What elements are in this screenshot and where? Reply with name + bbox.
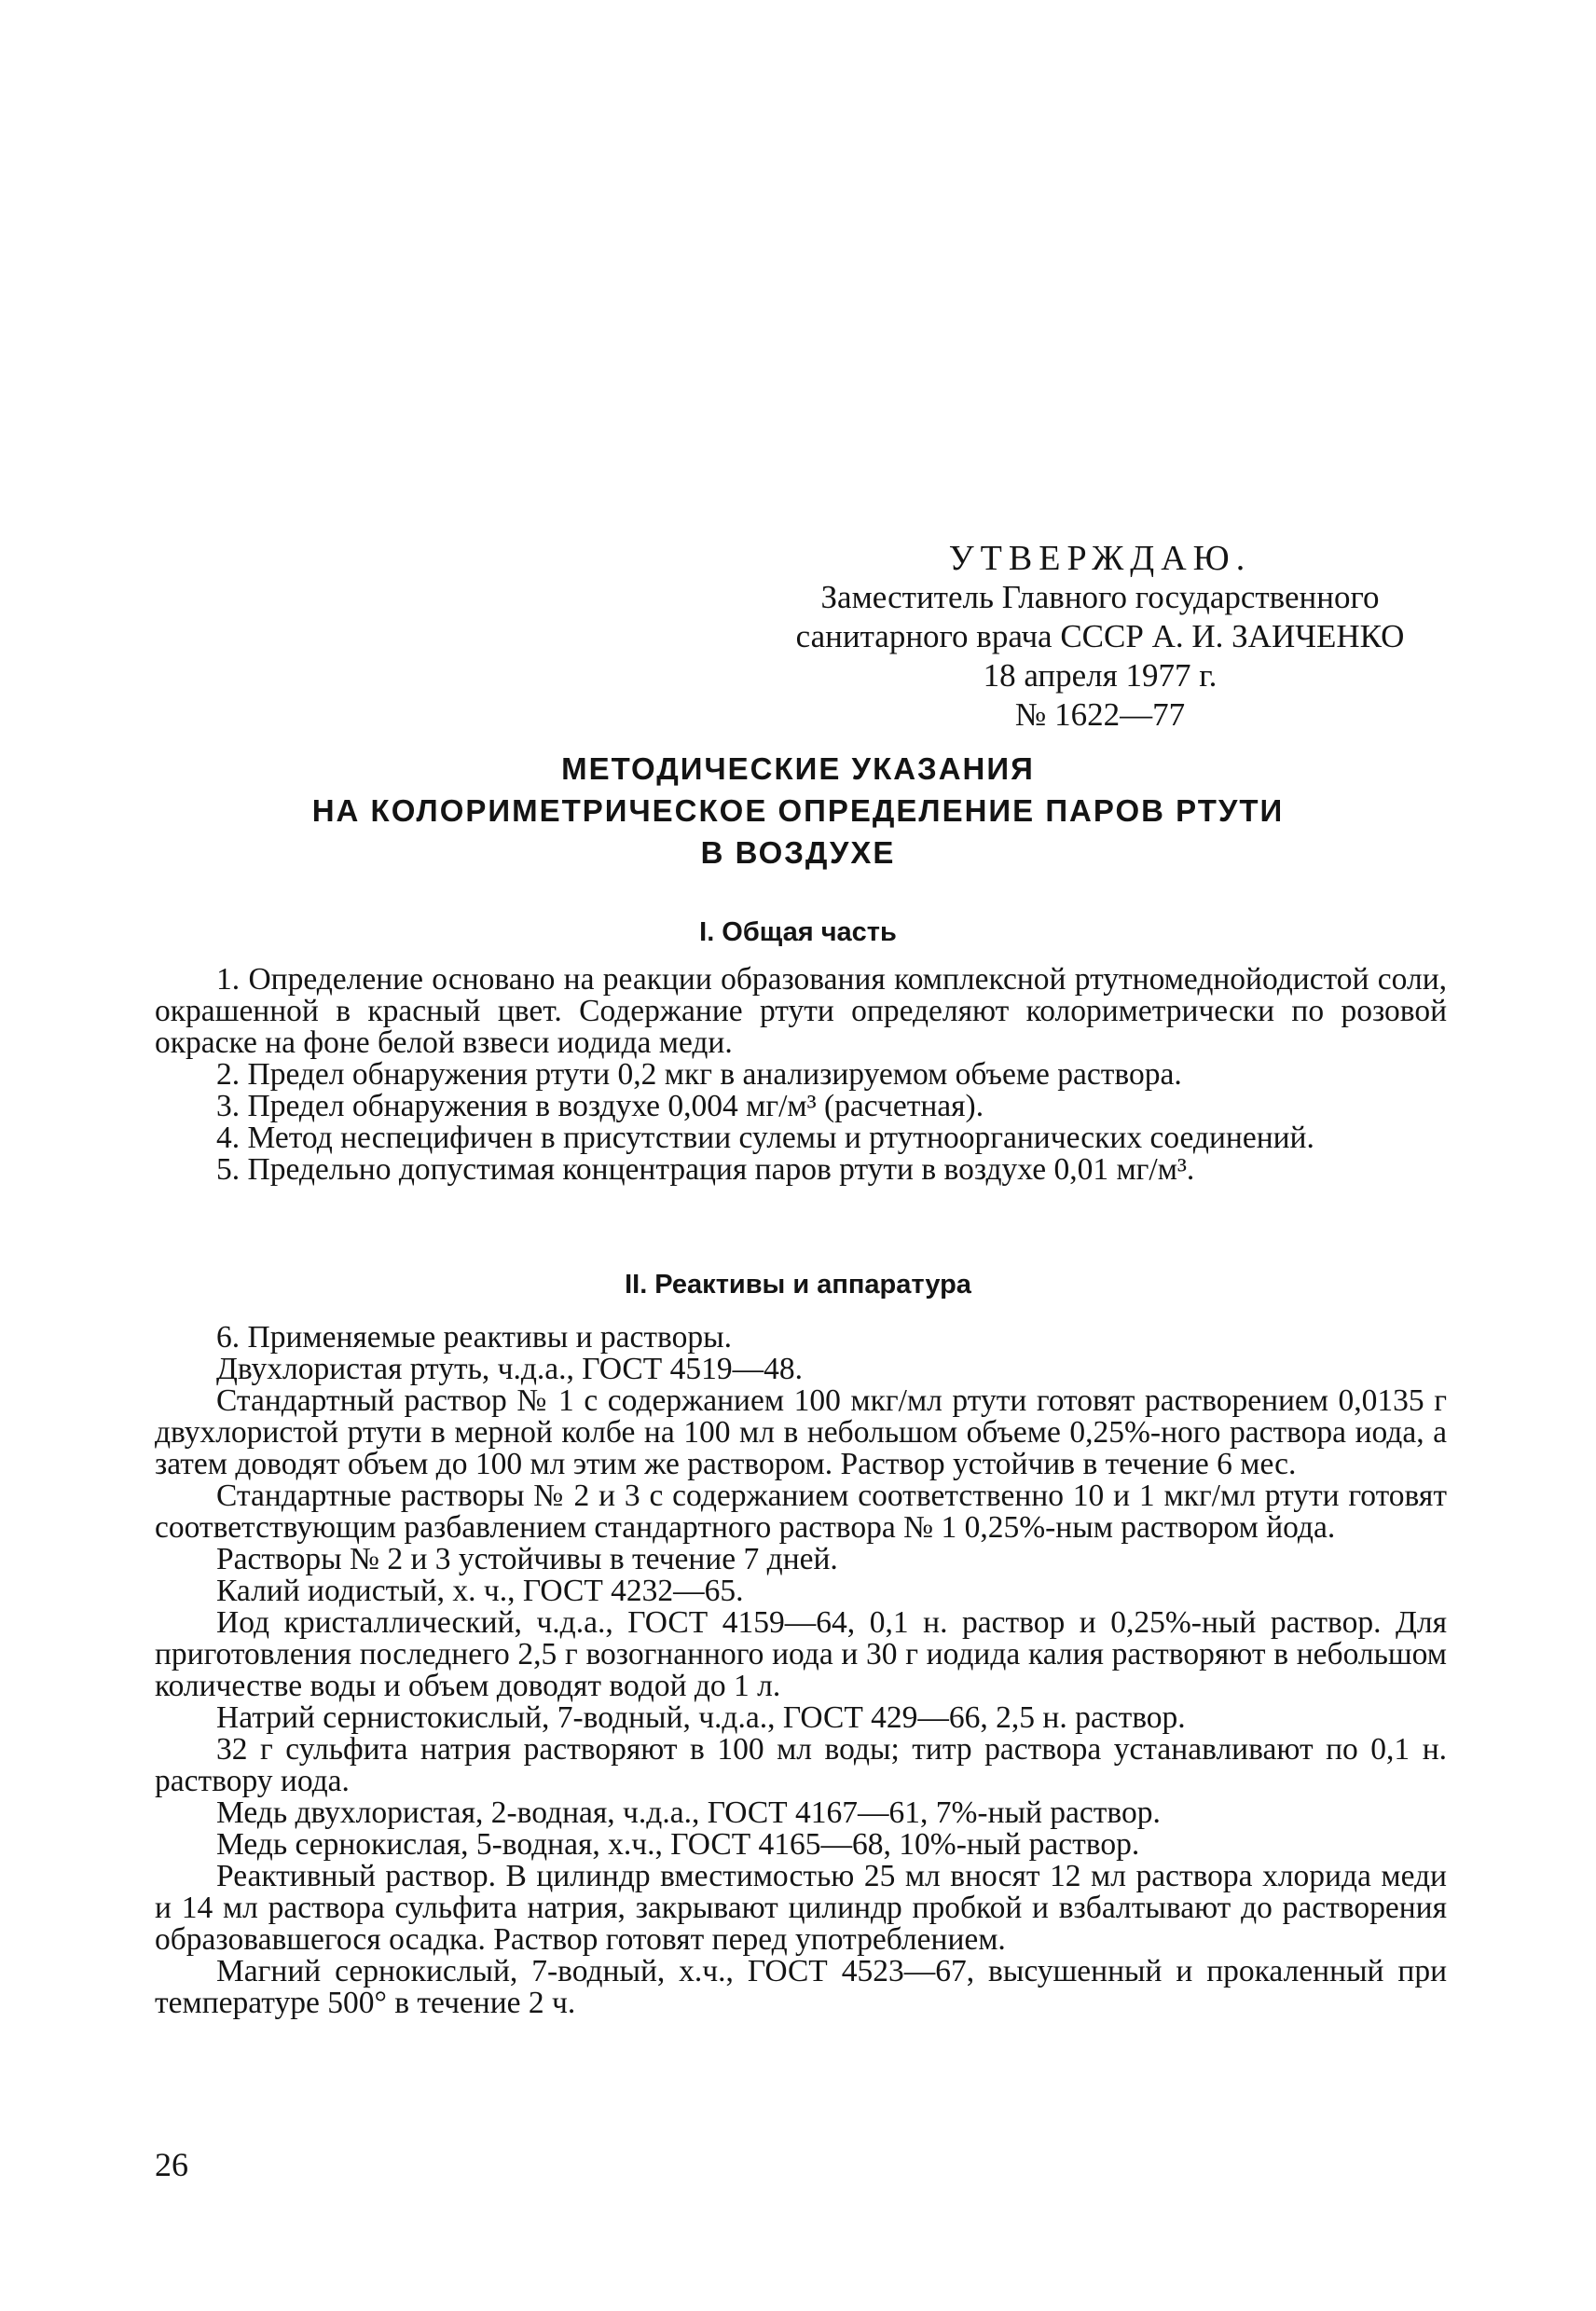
paragraph: 3. Предел обнаружения в воздухе 0,004 мг/м³ (расчетная). [216,1089,984,1123]
section-1-body [155,964,1447,1186]
approval-lead: УТВЕРЖДАЮ. [948,539,1252,578]
approval-date: 18 апреля 1977 г. [983,657,1218,694]
paragraph: Магний сернокислый, 7-водный, х.ч., ГОСТ 4523—67, высушенный и прокаленный при температуре 500° в течение 2 ч. [155,1954,1447,2020]
paragraph: 2. Предел обнаружения ртути 0,2 мкг в анализируемом объеме раствора. [216,1057,1182,1092]
title-line-3: В ВОЗДУХЕ [700,835,896,870]
paragraph: Иод кристаллический, ч.д.а., ГОСТ 4159—64, 0,1 н. раствор и 0,25%-ный раствор. Для приготовления последнего 2,5 г возогнанного иода и 30 г иодида калия растворяют в небольшом количестве воды и объем доводят водой до 1 л. [155,1605,1447,1703]
section-1-heading: I. Общая часть [699,917,897,947]
paragraph: 32 г сульфита натрия растворяют в 100 мл воды; титр раствора устанавливают по 0,1 н. раствору иода. [155,1732,1447,1798]
title-line-1: МЕТОДИЧЕСКИЕ УКАЗАНИЯ [561,751,1035,786]
paragraph: Калий иодистый, х. ч., ГОСТ 4232—65. [216,1574,744,1608]
paragraph: 4. Метод неспецифичен в присутствии сулемы и ртутноорганических соединений. [216,1121,1314,1155]
paragraph: Натрий сернистокислый, 7-водный, ч.д.а., ГОСТ 429—66, 2,5 н. раствор. [216,1700,1186,1735]
paragraph: Медь сернокислая, 5-водная, х.ч., ГОСТ 4165—68, 10%-ный раствор. [216,1827,1140,1862]
paragraph: Стандартные растворы № 2 и 3 с содержанием соответственно 10 и 1 мкг/мл ртути готовят соответствующим разбавлением стандартного раствора № 1 0,25%-ным раствором йода. [155,1479,1447,1545]
section-2-body [155,1322,1447,2019]
approval-position: Заместитель Главного государственного [820,579,1380,615]
paragraph: Реактивный раствор. В цилиндр вместимостью 25 мл вносят 12 мл раствора хлорида меди и 14 мл раствора сульфита натрия, закрывают цилиндр пробкой и взбалтывают до растворения образовавшегося осадка. Раствор готовят перед употреблением. [155,1859,1447,1957]
title-line-2: НА КОЛОРИМЕТРИЧЕСКОЕ ОПРЕДЕЛЕНИЕ ПАРОВ РТУТИ [311,793,1285,828]
paragraph: Медь двухлористая, 2-водная, ч.д.а., ГОСТ 4167—61, 7%-ный раствор. [216,1795,1161,1830]
paragraph: Двухлористая ртуть, ч.д.а., ГОСТ 4519—48. [216,1352,803,1386]
approval-block [746,539,1454,735]
approval-signatory: санитарного врача СССР А. И. ЗАИЧЕНКО [795,618,1405,654]
section-2-heading: II. Реактивы и аппаратура [625,1270,971,1300]
paragraph: 6. Применяемые реактивы и растворы. [216,1320,732,1355]
paragraph: Растворы № 2 и 3 устойчивы в течение 7 дней. [216,1542,838,1576]
paragraph: 1. Определение основано на реакции образования комплексной ртутномеднойодистой соли, окрашенной в красный цвет. Содержание ртути определяют колориметрически по розовой окраске на фоне белой взвеси иодида меди. [155,962,1447,1060]
approval-number: № 1622—77 [1014,696,1186,733]
document-title [149,748,1447,874]
paragraph: 5. Предельно допустимая концентрация паров ртути в воздухе 0,01 мг/м³. [216,1152,1195,1187]
paragraph: Стандартный раствор № 1 с содержанием 100 мкг/мл ртути готовят растворением 0,0135 г двухлористой ртути в мерной колбе на 100 мл в небольшом объеме 0,25%-ного раствора иода, а затем доводят объем до 100 мл этим же раствором. Раствор устойчив в течение 6 мес. [155,1383,1447,1481]
page-number: 26 [155,2146,188,2183]
